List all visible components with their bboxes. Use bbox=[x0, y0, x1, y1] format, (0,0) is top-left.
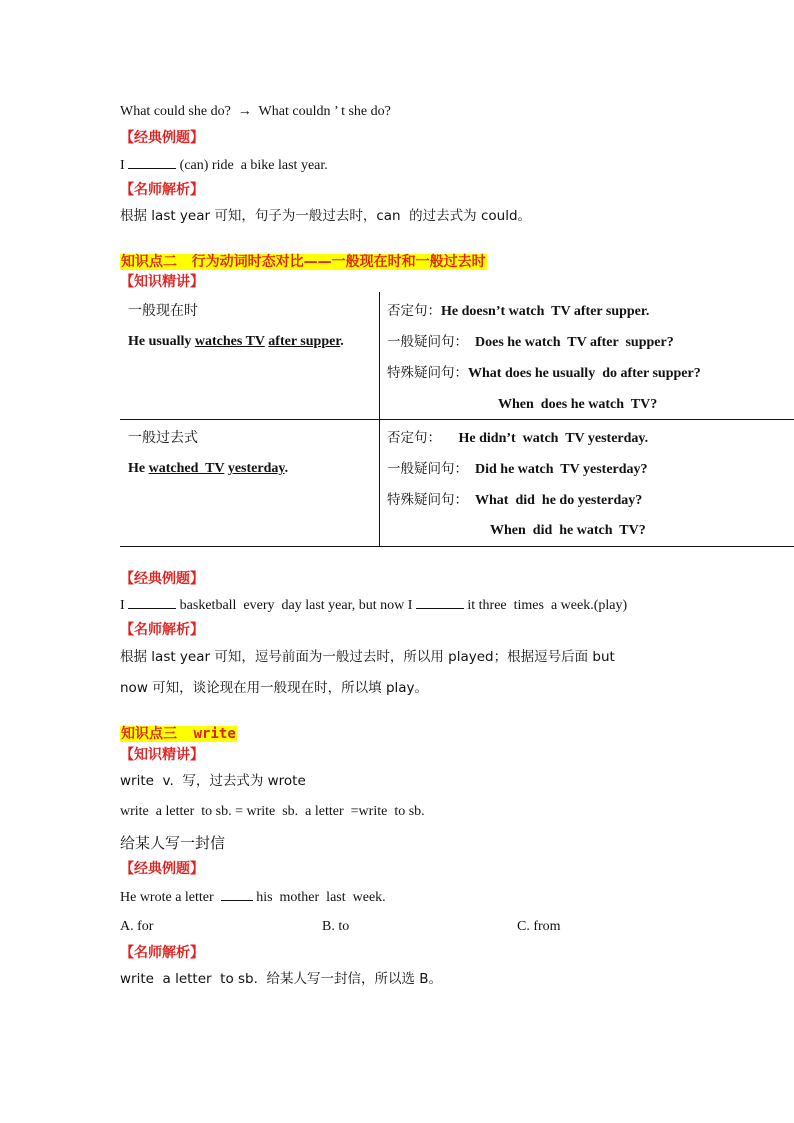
example-label: 【经典例题】 bbox=[120, 130, 204, 146]
lecture-label: 【知识精讲】 bbox=[120, 747, 204, 763]
line-label: 一般疑问句： bbox=[387, 461, 468, 477]
past-wh-question bbox=[387, 491, 642, 510]
table-divider-bottom bbox=[120, 546, 794, 547]
option-a: A. for bbox=[120, 919, 154, 934]
example-post: his mother last week. bbox=[252, 890, 386, 905]
example-period: . bbox=[340, 334, 344, 349]
example-question bbox=[120, 155, 328, 175]
example-pre: I bbox=[120, 158, 129, 173]
example-mid: basketball every day last year, but now I bbox=[176, 598, 416, 613]
option-c: C. from bbox=[517, 919, 561, 934]
line-label: 特殊疑问句： bbox=[387, 492, 468, 508]
line-label: 一般疑问句： bbox=[387, 334, 468, 350]
answer-blank bbox=[128, 155, 176, 169]
phrase-line: write a letter to sb. = write sb. a letter =write to sb. bbox=[120, 804, 425, 819]
example-yesterday: yesterday bbox=[227, 461, 285, 476]
present-when-question bbox=[498, 396, 657, 414]
present-negative bbox=[387, 302, 649, 321]
past-tense-title: 一般过去式 bbox=[128, 430, 198, 446]
line-text: When did he watch TV? bbox=[490, 523, 646, 538]
analysis-line-1: 根据 last year 可知，逗号前面为一般过去时，所以用 played；根据逗号后面 but bbox=[120, 649, 615, 665]
answer-blank bbox=[416, 595, 464, 609]
analysis-text: write a letter to sb. 给某人写一封信，所以选 B。 bbox=[120, 971, 443, 987]
line-text: Does he watch TV after supper? bbox=[468, 335, 674, 350]
present-tense-title: 一般现在时 bbox=[128, 303, 198, 319]
analysis-text: 根据 last year 可知，句子为一般过去时，can 的过去式为 could。 bbox=[120, 208, 532, 224]
line-label: 否定句： bbox=[387, 430, 441, 446]
table-divider-middle bbox=[120, 419, 794, 420]
example-post: (can) ride a bike last year. bbox=[176, 158, 328, 173]
example-label: 【经典例题】 bbox=[120, 861, 204, 877]
line-label: 否定句： bbox=[387, 303, 441, 319]
option-b: B. to bbox=[322, 919, 350, 934]
present-tense-example bbox=[128, 333, 344, 351]
example-after-supper: after supper bbox=[268, 334, 341, 349]
past-when-question bbox=[490, 522, 646, 540]
line-label: 特殊疑问句： bbox=[387, 365, 468, 381]
line-text: He didn’t watch TV yesterday. bbox=[441, 431, 649, 446]
section-title bbox=[120, 725, 237, 744]
example-label: 【经典例题】 bbox=[120, 571, 204, 587]
line-text: What does he usually do after supper? bbox=[468, 366, 701, 381]
present-wh-question bbox=[387, 364, 701, 383]
example-question bbox=[120, 595, 627, 615]
past-tense-example bbox=[128, 460, 288, 478]
example-he: He bbox=[128, 461, 149, 476]
present-yes-no-question bbox=[387, 333, 674, 352]
section-title-en: write bbox=[193, 726, 236, 742]
section-title-cn: 知识点三 bbox=[121, 726, 192, 742]
past-yes-no-question bbox=[387, 460, 648, 479]
example-watched-tv: watched TV bbox=[148, 461, 225, 476]
definition-line: write v. 写，过去式为 wrote bbox=[120, 773, 306, 789]
example-he: He usually bbox=[128, 334, 195, 349]
analysis-label: 【名师解析】 bbox=[120, 182, 204, 198]
past-negative bbox=[387, 429, 648, 448]
section-title bbox=[120, 253, 487, 272]
example-watches-tv: watches TV bbox=[194, 334, 265, 349]
meaning-line: 给某人写一封信 bbox=[120, 834, 226, 852]
example-period: . bbox=[284, 461, 289, 476]
example-pre: I bbox=[120, 598, 129, 613]
example-post: it three times a week.(play) bbox=[463, 598, 628, 613]
section-title-text: 知识点二 行为动词时态对比——一般现在时和一般过去时 bbox=[121, 254, 486, 270]
answer-blank bbox=[221, 887, 253, 901]
line-text: What did he do yesterday? bbox=[468, 493, 643, 508]
line-text: When does he watch TV? bbox=[498, 397, 658, 412]
analysis-label: 【名师解析】 bbox=[120, 945, 204, 961]
question-line: What could she do? → What couldn ’ t she do? bbox=[120, 104, 391, 119]
example-pre: He wrote a letter bbox=[120, 890, 221, 905]
analysis-label: 【名师解析】 bbox=[120, 622, 204, 638]
line-text: Did he watch TV yesterday? bbox=[468, 462, 648, 477]
example-question bbox=[120, 887, 386, 907]
analysis-line-2: now 可知，谈论现在用一般现在时，所以填 play。 bbox=[120, 680, 429, 696]
line-text: He doesn’t watch TV after supper. bbox=[441, 304, 650, 319]
answer-blank bbox=[128, 595, 176, 609]
lecture-label: 【知识精讲】 bbox=[120, 274, 204, 290]
